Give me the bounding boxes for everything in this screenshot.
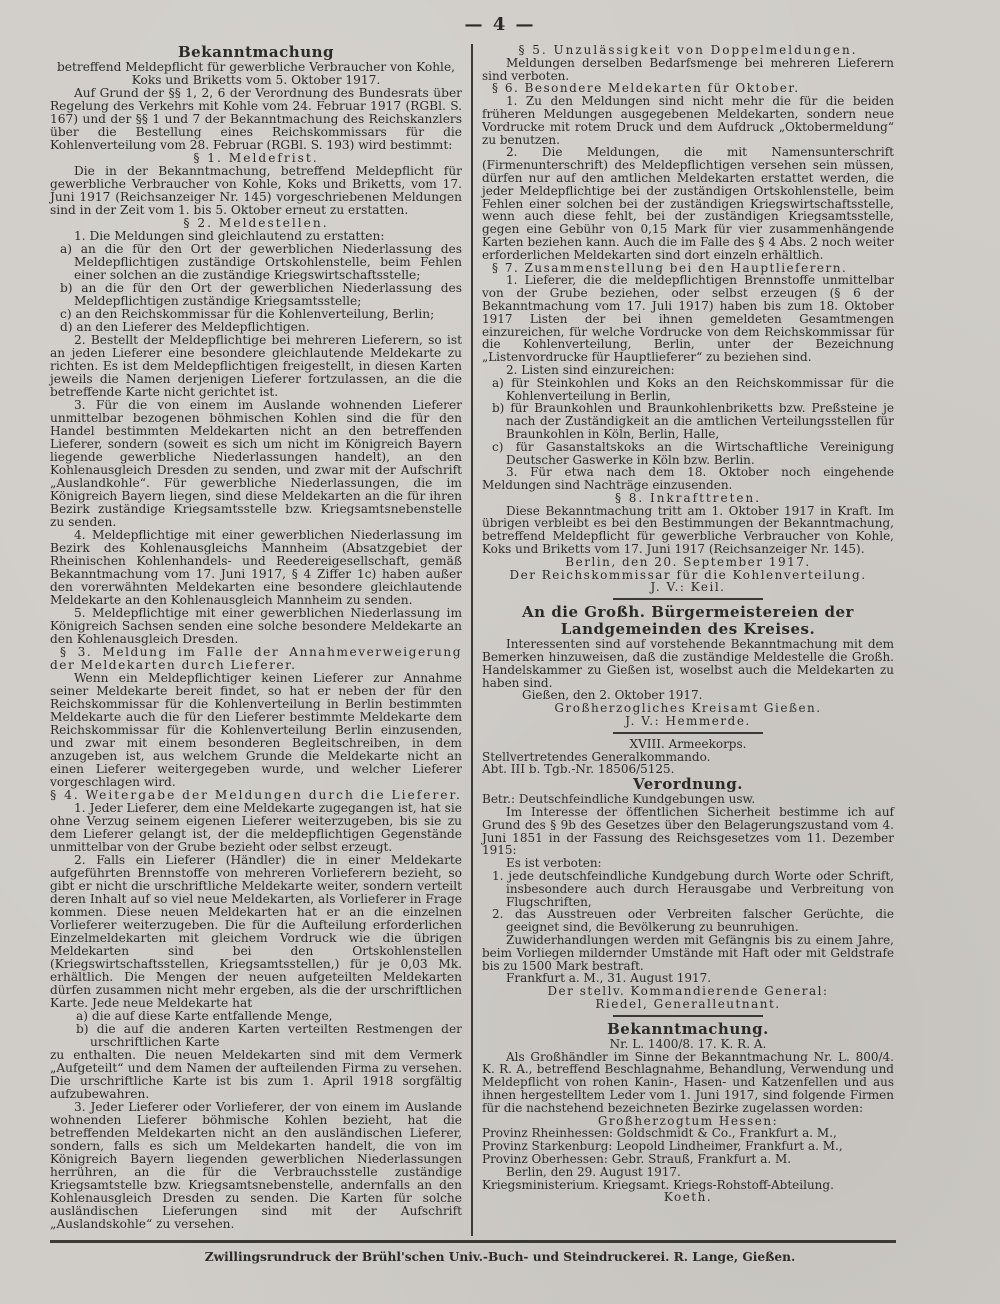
paragraph: 1. Jeder Lieferer, dem eine Meldekarte zugegangen ist, hat sie ohne Verzug seinem eigenen Lieferer weiterzugeben, bis sie zu dem Lieferer gelangt ist, der die meldepflichtigen Gegenstände unmittelbar von der Grube bezieht oder selbst erzeugt. [50,801,462,854]
paragraph: Provinz Starkenburg: Leopold Lindheimer, Frankfurt a. M., [482,1139,843,1154]
section-divider [613,732,763,734]
paragraph: 1. Die Meldungen sind gleichlautend zu erstatten: [74,229,385,243]
paragraph: Wenn ein Meldepflichtiger keinen Lieferer zur Annahme seiner Meldekarte bereit findet, so hat er neben der für den Reichskommissar für die Kohlenverteilung in Berlin bestimmten Meldekarte auch die für den Lieferer bestimmte Meldekarte dem Reichskommissar für die Kohlenverteilung Berlin einzusenden, und zwar mit einem besonderen Begleitschreiben, in dem anzugeben ist, aus welchem Grunde die Meldekarte nicht an einen Lieferer weitergegeben wurde, und welcher Lieferer vorgeschlagen wird. [50,671,462,789]
paragraph: Interessenten sind auf vorstehende Bekanntmachung mit dem Bemerken hinzuweisen, daß die zuständige Meldestelle die Großh. Handelskammer zu Gießen ist, woselbst auch die Meldekarten zu haben sind. [482,637,894,690]
section-heading: § 7. Zusammenstellung bei den Hauptlieferern. [492,260,848,275]
section-heading: § 4. Weitergabe der Meldungen durch die Lieferer. [50,788,462,802]
section-divider [613,598,763,600]
list-item: a) die auf diese Karte entfallende Menge, [76,1009,333,1023]
signature-line: Koeth. [663,1190,713,1205]
list-item: b) für Braunkohlen und Braunkohlenbriketts bzw. Preßsteine je nach der Zuständigkeit an die amtlichen Verteilungsstellen für Braunkohlen in Köln, Berlin, Halle, [492,401,894,441]
section-heading: § 8. Inkrafttreten. [614,490,762,505]
heading: Verordnung. [632,775,744,794]
paragraph: Auf Grund der §§ 1, 2, 6 der Verordnung des Bundesrats über Regelung des Verkehrs mit Kohle vom 24. Februar 1917 (RGBl. S. 167) und der §§ 1 und 7 der Bekanntmachung des Reichskanzlers über die Bestellung eines Reichskommissars für die Kohlenverteilung vom 28. Februar (RGBl. S. 193) wird bestimmt: [50,86,462,152]
page-number: — 4 — [464,14,536,35]
paragraph: Provinz Rheinhessen: Goldschmidt & Co., Frankfurt a. M., [482,1126,837,1141]
signature-line: J. V.: Hemmerde. [625,714,751,729]
section-heading: § 5. Unzulässigkeit von Doppelmeldungen. [518,43,858,57]
paragraph: Gießen, den 2. Oktober 1917. [522,688,703,703]
list-item: c) an den Reichskommissar für die Kohlenverteilung, Berlin; [60,307,435,321]
paragraph: Provinz Oberhessen: Gebr. Strauß, Frankfurt a. M. [482,1151,792,1166]
bottom-rule [50,1240,896,1243]
paragraph: Es ist verboten: [506,856,602,871]
list-item: 2. das Ausstreuen oder Verbreiten falscher Gerüchte, die geeignet sind, die Bevölkerung zu beunruhigen. [492,907,894,935]
paragraph: betreffend Meldepflicht für gewerbliche Verbraucher von Kohle, Koks und Briketts vom 5. Oktober 1917. [56,60,456,87]
paragraph: 1. Lieferer, die die meldepflichtigen Brennstoffe unmittelbar von der Grube beziehen, oder selbst erzeugen (§ 6 der Bekanntmachung vom 17. Juli 1917) haben bis zum 18. Oktober 1917 Listen der bei ihnen gemeldeten Gesamtmengen einzureichen, für welche Vordrucke von dem Reichskommissar für die Kohlenverteilung, Berlin, unter der Bezeichnung „Listenvordrucke für Hauptlieferer“ zu beziehen sind. [482,273,894,365]
column-divider [471,44,473,1236]
signature-line: Der Reichskommissar für die Kohlenverteilung. [509,567,867,582]
paragraph: Die in der Bekanntmachung, betreffend Meldepflicht für gewerbliche Verbraucher von Kohle, Koks und Briketts, vom 17. Juni 1917 (Reichsanzeiger Nr. 145) vorgeschriebenen Meldungen sind in der Zeit vom 1. bis 5. Oktober erneut zu erstatten. [50,164,462,217]
paragraph: 3. Jeder Lieferer oder Vorlieferer, der von einem im Auslande wohnenden Lieferer böhmische Kohlen bezieht, hat die betreffenden Meldekarten nicht an den ausländischen Lieferer, sondern, falls es sich um Meldekarten handelt, die von im Königreich Bayern liegenden gewerblichen Niederlassungen herrühren, an die für die Verbrauchsstelle zuständige Kriegsamtstelle bzw. Kriegsamtsnebenstelle, andernfalls an den Kohlenausgleich Dresden zu senden. Die Karten für solche ausländischen Lieferungen sind mit der Aufschrift „Auslandskohle“ zu versehen. [50,1100,462,1231]
paragraph: 3. Für etwa nach dem 18. Oktober noch eingehende Meldungen sind Nachträge einzusenden. [482,465,894,493]
section-heading: § 2. Meldestellen. [183,216,329,230]
heading: Bekanntmachung. [607,1019,769,1038]
section-divider [613,1015,763,1017]
paragraph: Diese Bekanntmachung tritt am 1. Oktober 1917 in Kraft. Im übrigen verbleibt es bei den Bestimmungen der Bekanntmachung, betreffend Meldepflicht für gewerbliche Verbraucher von Kohle, Koks und Briketts vom 17. Juni 1917 (Reichsanzeiger Nr. 145). [482,503,894,557]
paragraph: Nr. L. 1400/8. 17. K. R. A. [609,1036,767,1051]
signature-line: Berlin, den 20. September 1917. [565,554,811,569]
paragraph: Frankfurt a. M., 31. August 1917. [506,971,712,986]
right-column [482,44,894,1204]
paragraph: XVIII. Armeekorps. [629,736,747,751]
paragraph: Als Großhändler im Sinne der Bekanntmachung Nr. L. 800/4. K. R. A., betreffend Beschlagnahme, Behandlung, Verwendung und Meldepflicht von rohen Kanin-, Hasen- und Katzenfellen und aus ihnen hergestelltem Leder vom 1. Juni 1917, sind folgende Firmen für die nachstehend bezeichneten Bezirke zugelassen worden: [482,1049,894,1115]
signature-line: Großherzogtum Hessen: [597,1113,779,1128]
paragraph: 2. Die Meldungen, die mit Namensunterschrift (Firmenunterschrift) des Meldepflichtigen versehen sein müssen, dürfen nur auf den amtlichen Meldekarten erstattet werden, die jeder Meldepflichtige bei der zuständigen Ortskohlenstelle, beim Fehlen einer solchen bei der zuständigen Kriegswirtschaftsstelle, wenn auch diese fehlt, bei der zuständigen Kriegsamtsstelle, gegen eine Gebühr von 0,15 Mark für vier zusammenhängende Karten beziehen kann. Auch die im Falle des § 4 Abs. 2 noch weiter erforderlichen Meldekarten sind dort einzeln erhältlich. [482,145,894,262]
list-item: a) an die für den Ort der gewerblichen Niederlassung des Meldepflichtigen zuständige Ortskohlenstelle, beim Fehlen einer solchen an die zuständige Kriegswirtschaftsstelle; [60,242,462,282]
paragraph: zu enthalten. Die neuen Meldekarten sind mit dem Vermerk „Aufgeteilt“ und dem Namen der aufteilenden Firma zu versehen. Die urschriftliche Karte ist bis zum 1. April 1918 sorgfältig aufzubewahren. [50,1048,462,1101]
list-item: c) für Gasanstaltskoks an die Wirtschaftliche Vereinigung Deutscher Gaswerke in Köln bzw. Berlin. [492,439,894,467]
signature-line: Riedel, Generalleutnant. [595,996,781,1011]
paragraph: Stellvertretendes Generalkommando. [482,749,711,764]
section-heading: § 1. Meldefrist. [193,151,319,165]
paragraph: Im Interesse der öffentlichen Sicherheit bestimme ich auf Grund des § 9b des Gesetzes über den Belagerungszustand vom 4. Juni 1851 in der Fassung des Reichsgesetzes vom 11. Dezember 1915: [482,805,894,858]
list-item: 1. jede deutschfeindliche Kundgebung durch Worte oder Schrift, insbesondere auch durch Herausgabe und Verbreitung von Flugschriften, [492,869,894,909]
paragraph: Betr.: Deutschfeindliche Kundgebungen usw. [482,792,756,807]
paragraph: 2. Listen sind einzureichen: [506,362,675,377]
paragraph: 2. Bestellt der Meldepflichtige bei mehreren Lieferern, so ist an jeden Lieferer eine besondere gleichlautende Meldekarte zu richten. Es ist dem Meldepflichtigen freigestellt, in diesen Karten jeweils die Namen derjenigen Lieferer fortzulassen, an die die betreffende Karte nicht gerichtet ist. [50,333,462,399]
paragraph: 4. Meldepflichtige mit einer gewerblichen Niederlassung im Bezirk des Kohlenausgleichs Mannheim (Absatzgebiet der Rheinischen Kohlenhandels- und Reedereigesellschaft, gemäß Bekanntmachung vom 17. Juni 1917, § 4 Ziffer 1c) haben außer den vorerwähnten Meldekarten eine besondere gleichlautende Meldekarte an den Kohlenausgleich Mannheim zu senden. [50,528,462,607]
printer-imprint: Zwillingsrundruck der Brühl'schen Univ.-Buch- und Steindruckerei. R. Lange, Gießen. [204,1250,796,1264]
paragraph: Abt. III b. Tgb.-Nr. 18506/5125. [482,762,675,777]
paragraph: 2. Falls ein Lieferer (Händler) die in einer Meldekarte aufgeführten Brennstoffe von mehreren Vorlieferern bezieht, so gibt er nicht die urschriftliche Meldekarte weiter, sondern verteilt deren Inhalt auf so viel neue Meldekarten, als Vorlieferer in Frage kommen. Diese neuen Meldekarten hat er an die einzelnen Vorlieferer weiterzugeben. Die für die Aufteilung erforderlichen Einzelmeldekarten mit gleichem Vordruck wie die übrigen Meldekarten sind bei den Ortskohlenstellen (Kriegswirtschaftsstellen, Kriegsamtsstellen,) für je 0,03 Mk. erhältlich. Die Mengen der neuen aufgeteilten Meldekarten dürfen zusammen nicht mehr ergeben, als die der urschriftlichen Karte. Jede neue Meldekarte hat [50,853,462,1010]
list-item: d) an den Lieferer des Meldepflichtigen. [60,320,310,334]
paragraph: 5. Meldepflichtige mit einer gewerblichen Niederlassung im Königreich Sachsen senden eine solche besondere Meldekarte an den Kohlenausgleich Dresden. [50,606,462,646]
left-column [50,44,462,1231]
heading: Bekanntmachung [177,43,334,61]
list-item: a) für Steinkohlen und Koks an den Reichskommissar für die Kohlenverteilung in Berlin, [492,375,894,403]
signature-line: J. V.: Keil. [650,580,726,595]
paragraph: 3. Für die von einem im Auslande wohnenden Lieferer unmittelbar bezogenen böhmischen Kohlen sind die für den Handel bestimmten Meldekarten nicht an den betreffenden Lieferer, sondern (soweit es sich um nicht im Königreich Bayern liegende gewerbliche Niederlassungen handelt), an den Kohlenausgleich Dresden zu senden, und zwar mit der Aufschrift „Auslandkohle“. Für gewerbliche Niederlassungen, die im Königreich Bayern liegen, sind diese Meldekarten an die für ihren Bezirk zuständige Kriegsamtsstelle bzw. Kriegsamtsnebenstelle zu senden. [50,398,462,529]
section-heading: § 6. Besondere Meldekarten für Oktober. [492,81,800,96]
signature-line: Der stellv. Kommandierende General: [547,984,829,999]
paragraph: Zuwiderhandlungen werden mit Gefängnis bis zu einem Jahre, beim Vorliegen mildernder Umstände mit Haft oder mit Geldstrafe bis zu 1500 Mark bestraft. [482,933,894,973]
section-heading: § 3. Meldung im Falle der Annahmeverweigerung der Meldekarten durch Lieferer. [50,645,462,672]
paragraph: Kriegsministerium. Kriegsamt. Kriegs-Rohstoff-Abteilung. [482,1177,834,1192]
signature-line: Großherzogliches Kreisamt Gießen. [554,701,822,716]
paragraph: Meldungen derselben Bedarfsmenge bei mehreren Lieferern sind verboten. [482,55,894,83]
paragraph: 1. Zu den Meldungen sind nicht mehr die für die beiden früheren Meldungen ausgegebenen Meldekarten, sondern neue Vordrucke mit rotem Druck und dem Aufdruck „Oktobermeldung“ zu benutzen. [482,94,894,147]
list-item: b) an die für den Ort der gewerblichen Niederlassung des Meldepflichtigen zuständige Kriegsamtsstelle; [60,281,462,308]
heading: An die Großh. Bürgermeistereien der Landgemeinden des Kreises. [522,603,854,639]
list-item: b) die auf die anderen Karten verteilten Restmengen der urschriftlichen Karte [76,1022,462,1049]
paragraph: Berlin, den 29. August 1917. [506,1164,681,1179]
